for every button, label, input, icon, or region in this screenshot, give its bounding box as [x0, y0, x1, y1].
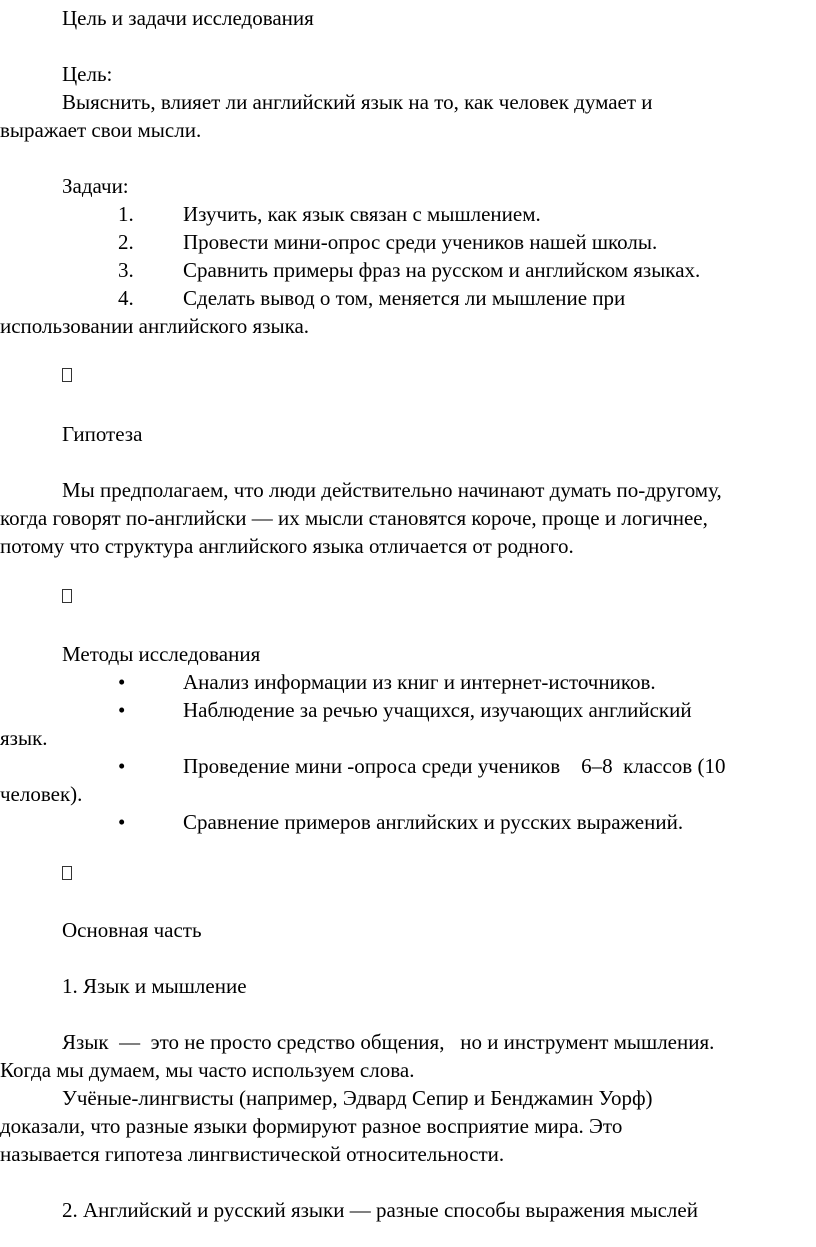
paragraph-2-line-2: доказали, что разные языки формируют разное восприятие мира. Это: [0, 1114, 623, 1138]
section-heading-goals: Цель и задачи исследования: [62, 6, 314, 30]
list-number: 1.: [118, 202, 134, 226]
list-text: Сравнить примеры фраз на русском и английском языках.: [183, 258, 701, 282]
bullet: •: [118, 698, 126, 722]
list-text: Проведение мини -опроса среди учеников 6–8 классов (10: [183, 754, 726, 778]
paragraph-2-line-1: Учёные-лингвисты (например, Эдвард Сепир и Бенджамин Уорф): [62, 1086, 653, 1110]
bullet: •: [118, 670, 126, 694]
tasks-label: Задачи:: [62, 174, 129, 198]
list-number: 4.: [118, 286, 134, 310]
paragraph-1-line-1: Язык — это не просто средство общения, но и инструмент мышления.: [62, 1030, 715, 1054]
missing-glyph-icon: [62, 368, 72, 382]
goal-text-line-1: Выяснить, влияет ли английский язык на то, как человек думает и: [62, 90, 653, 114]
bullet: •: [118, 810, 126, 834]
list-text: Изучить, как язык связан с мышлением.: [183, 202, 541, 226]
goal-label: Цель:: [62, 62, 113, 86]
hypothesis-line-2: когда говорят по-английски — их мысли становятся короче, проще и логичнее,: [0, 506, 708, 530]
paragraph-1-line-2: Когда мы думаем, мы часто используем слова.: [0, 1058, 415, 1082]
section-heading-hypothesis: Гипотеза: [62, 422, 143, 446]
list-item-continuation: использовании английского языка.: [0, 314, 310, 338]
missing-glyph-icon: [62, 589, 72, 603]
list-text: Наблюдение за речью учащихся, изучающих английский: [183, 698, 692, 722]
list-item-continuation: человек).: [0, 782, 83, 806]
section-heading-methods: Методы исследования: [62, 642, 261, 666]
hypothesis-line-1: Мы предполагаем, что люди действительно начинают думать по-другому,: [62, 478, 722, 502]
list-item-continuation: язык.: [0, 726, 48, 750]
missing-glyph-icon: [62, 866, 72, 880]
list-text: Анализ информации из книг и интернет-источников.: [183, 670, 656, 694]
subheading-english-russian: 2. Английский и русский языки — разные способы выражения мыслей: [62, 1198, 698, 1222]
hypothesis-line-3: потому что структура английского языка отличается от родного.: [0, 534, 574, 558]
list-text: Сравнение примеров английских и русских выражений.: [183, 810, 684, 834]
subheading-language-thinking: 1. Язык и мышление: [62, 974, 247, 998]
section-heading-main: Основная часть: [62, 918, 202, 942]
goal-text-line-2: выражает свои мысли.: [0, 118, 202, 142]
list-number: 3.: [118, 258, 134, 282]
paragraph-2-line-3: называется гипотеза лингвистической относительности.: [0, 1142, 505, 1166]
list-number: 2.: [118, 230, 134, 254]
bullet: •: [118, 754, 126, 778]
list-text: Провести мини-опрос среди учеников нашей школы.: [183, 230, 658, 254]
list-text: Сделать вывод о том, меняется ли мышление при: [183, 286, 626, 310]
